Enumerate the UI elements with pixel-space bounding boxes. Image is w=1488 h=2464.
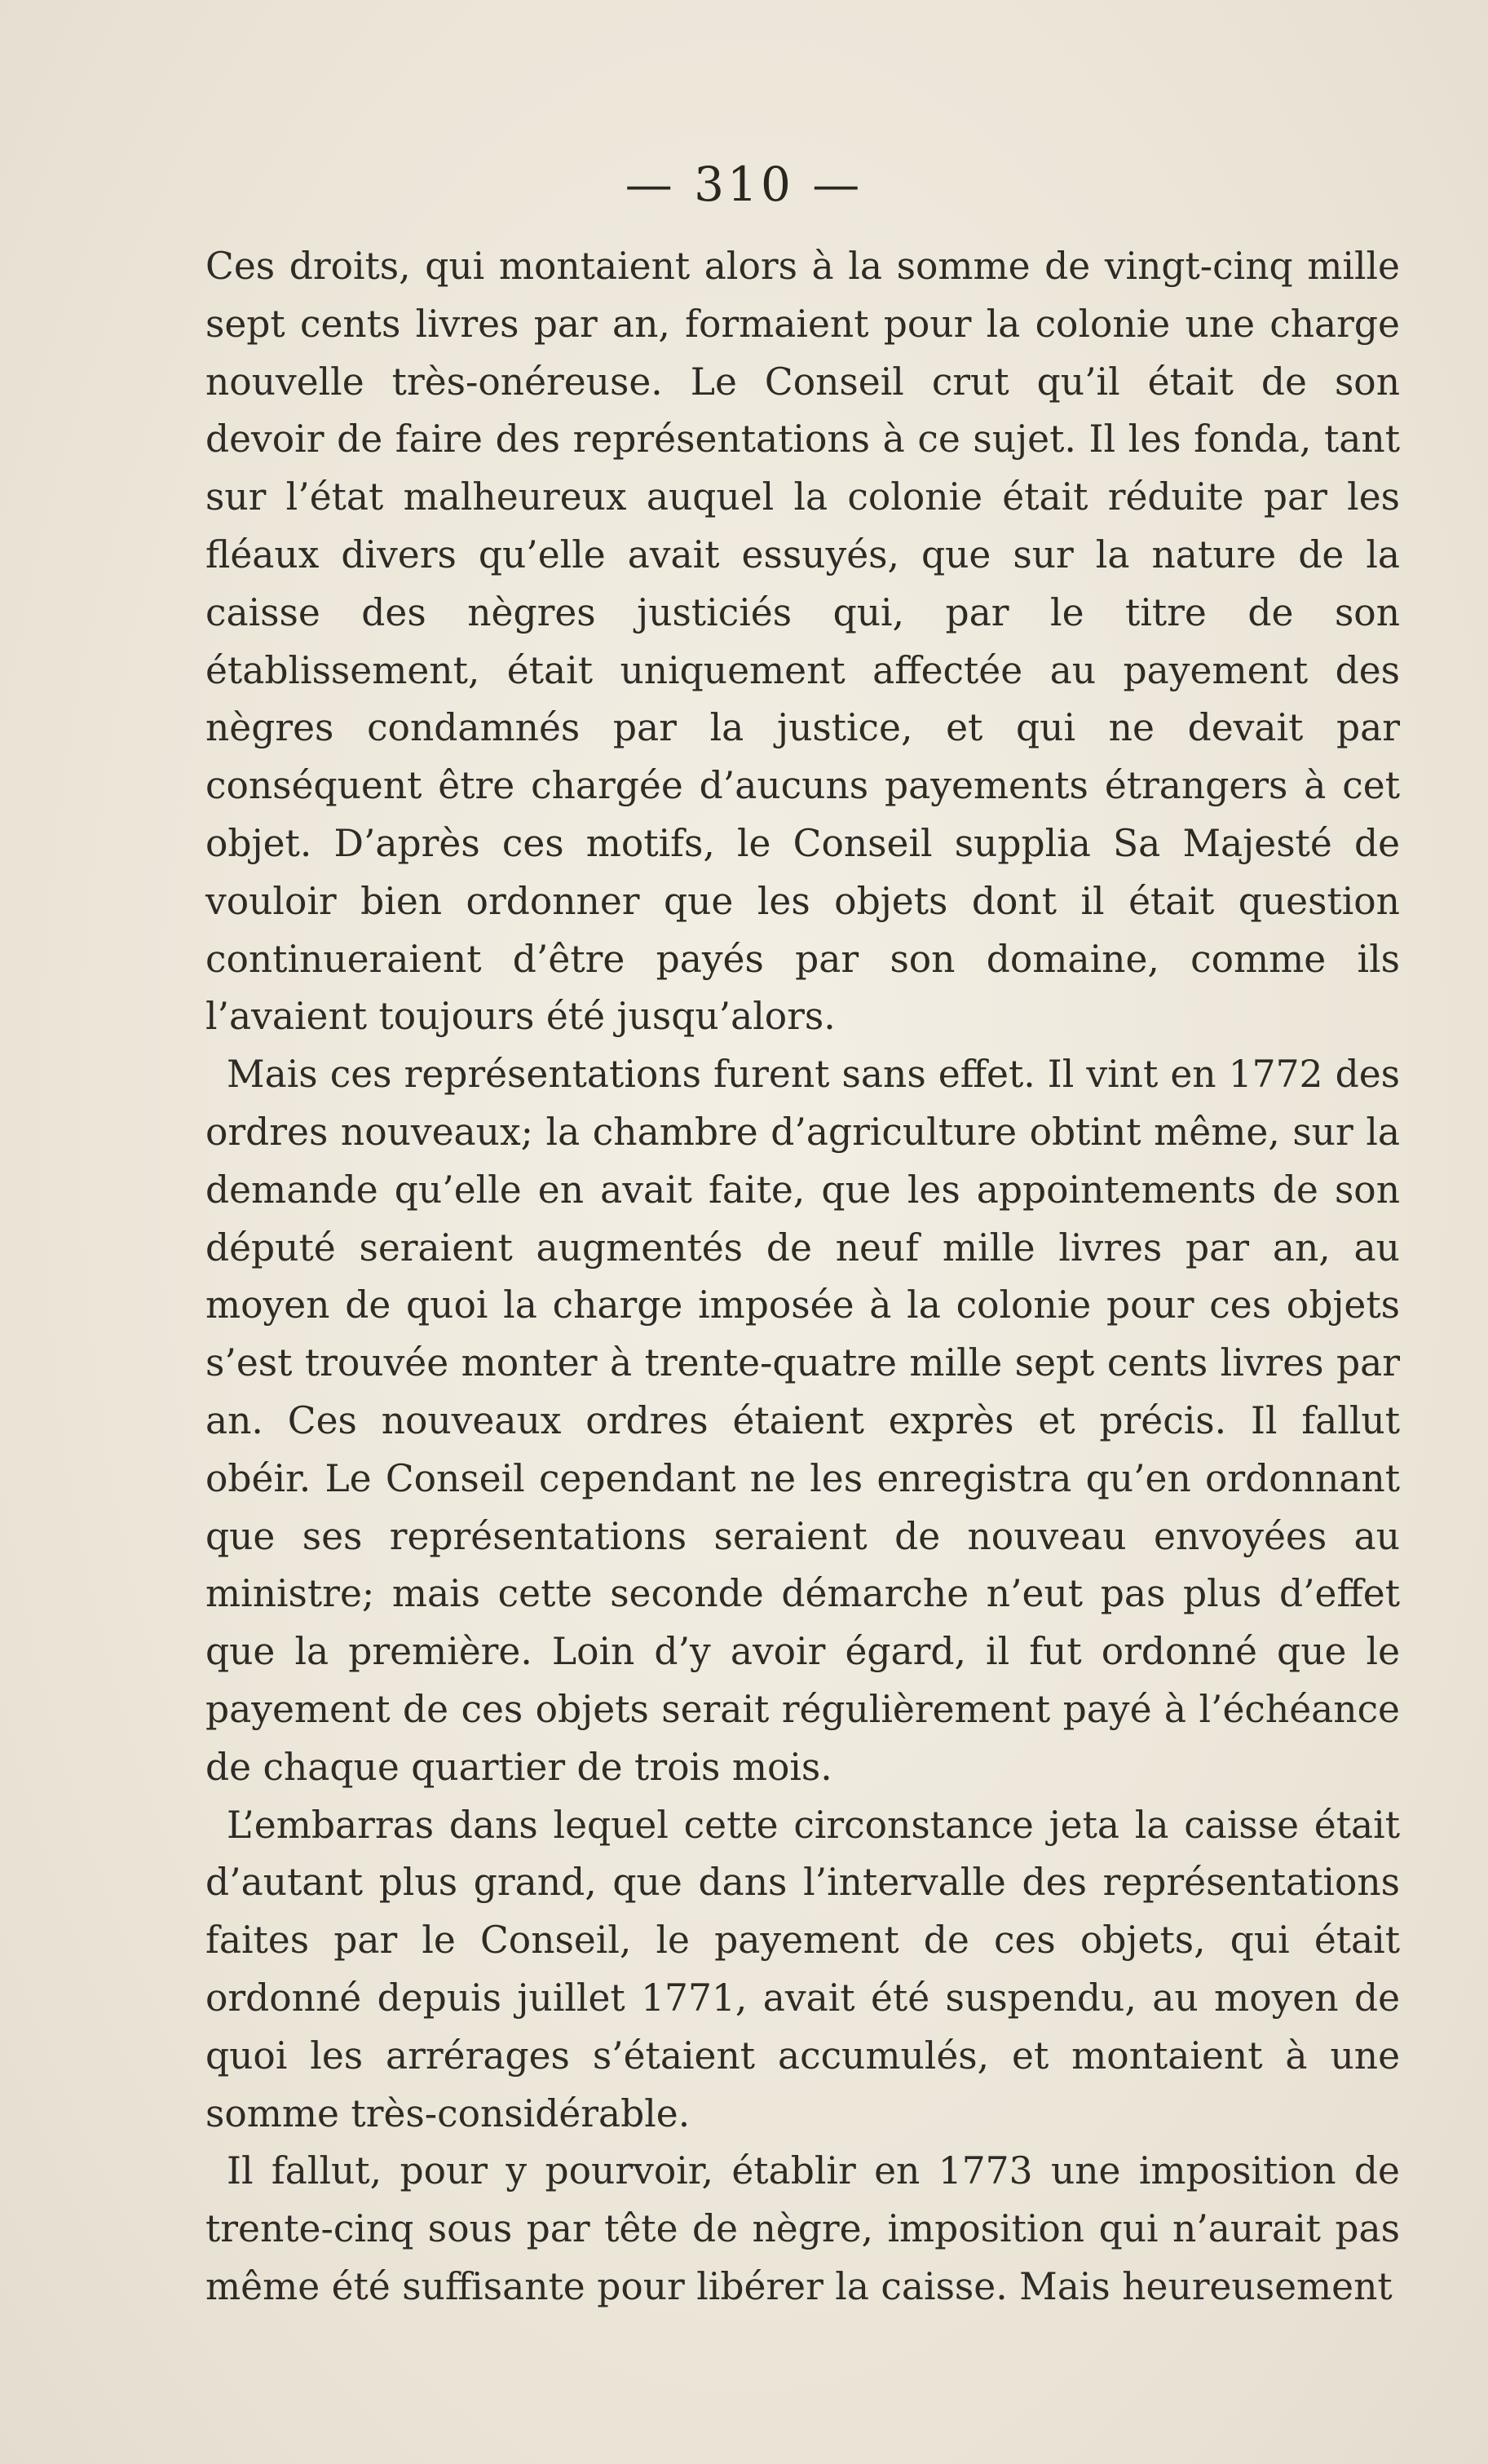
paragraph-2: Mais ces représentations furent sans effet. Il vint en 1772 des ordres nouveaux; la chambre d’agriculture obtint même, sur la demande qu’elle en avait faite, que les appointements de son député seraient augmentés de neuf mille livres par an, au moyen de quoi la charge imposée à la colonie pour ces objets s’est trouvée monter à trente-quatre mille sept cents livres par an. Ces nouveaux ordres étaient exprès et précis. Il fallut obéir. Le Conseil cependant ne les enregistra qu’en ordonnant que ses représentations seraient de nouveau envoyées au ministre; mais cette seconde démarche n’eut pas plus d’effet que la première. Loin d’y avoir égard, il fut ordonné que le payement de ces objets serait régulièrement payé à l’échéance de chaque quartier de trois mois. bbox=[205, 1053, 1400, 1789]
paragraph-4: Il fallut, pour y pourvoir, établir en 1773 une imposition de trente-cinq sous par tête de nègre, imposition qui n’aurait pas même été suffisante pour libérer la caisse. Mais heureusement bbox=[205, 2149, 1400, 2308]
page-number-header: — 310 — bbox=[625, 157, 863, 212]
paragraph-1: Ces droits, qui montaient alors à la somme de vingt-cinq mille sept cents livres par an, formaient pour la colonie une charge nouvelle très-onéreuse. Le Conseil crut qu’il était de son devoir de faire des représentations à ce sujet. Il les fonda, tant sur l’état malheureux auquel la colonie était réduite par les fléaux divers qu’elle avait essuyés, que sur la nature de la caisse des nègres justiciés qui, par le titre de son établissement, était uniquement affectée au payement des nègres condamnés par la justice, et qui ne devait par conséquent être chargée d’aucuns payements étrangers à cet objet. D’après ces motifs, le Conseil supplia Sa Majesté de vouloir bien ordonner que les objets dont il était question continueraient d’être payés par son domaine, comme ils l’avaient toujours été jusqu’alors. bbox=[205, 245, 1400, 1039]
paragraph-3: L’embarras dans lequel cette circonstance jeta la caisse était d’autant plus grand, que dans l’intervalle des représentations faites par le Conseil, le payement de ces objets, qui était ordonné depuis juillet 1771, avait été suspendu, au moyen de quoi les arrérages s’étaient accumulés, et montaient à une somme très-considérable. bbox=[205, 1803, 1400, 2135]
body-text bbox=[205, 238, 1400, 2316]
